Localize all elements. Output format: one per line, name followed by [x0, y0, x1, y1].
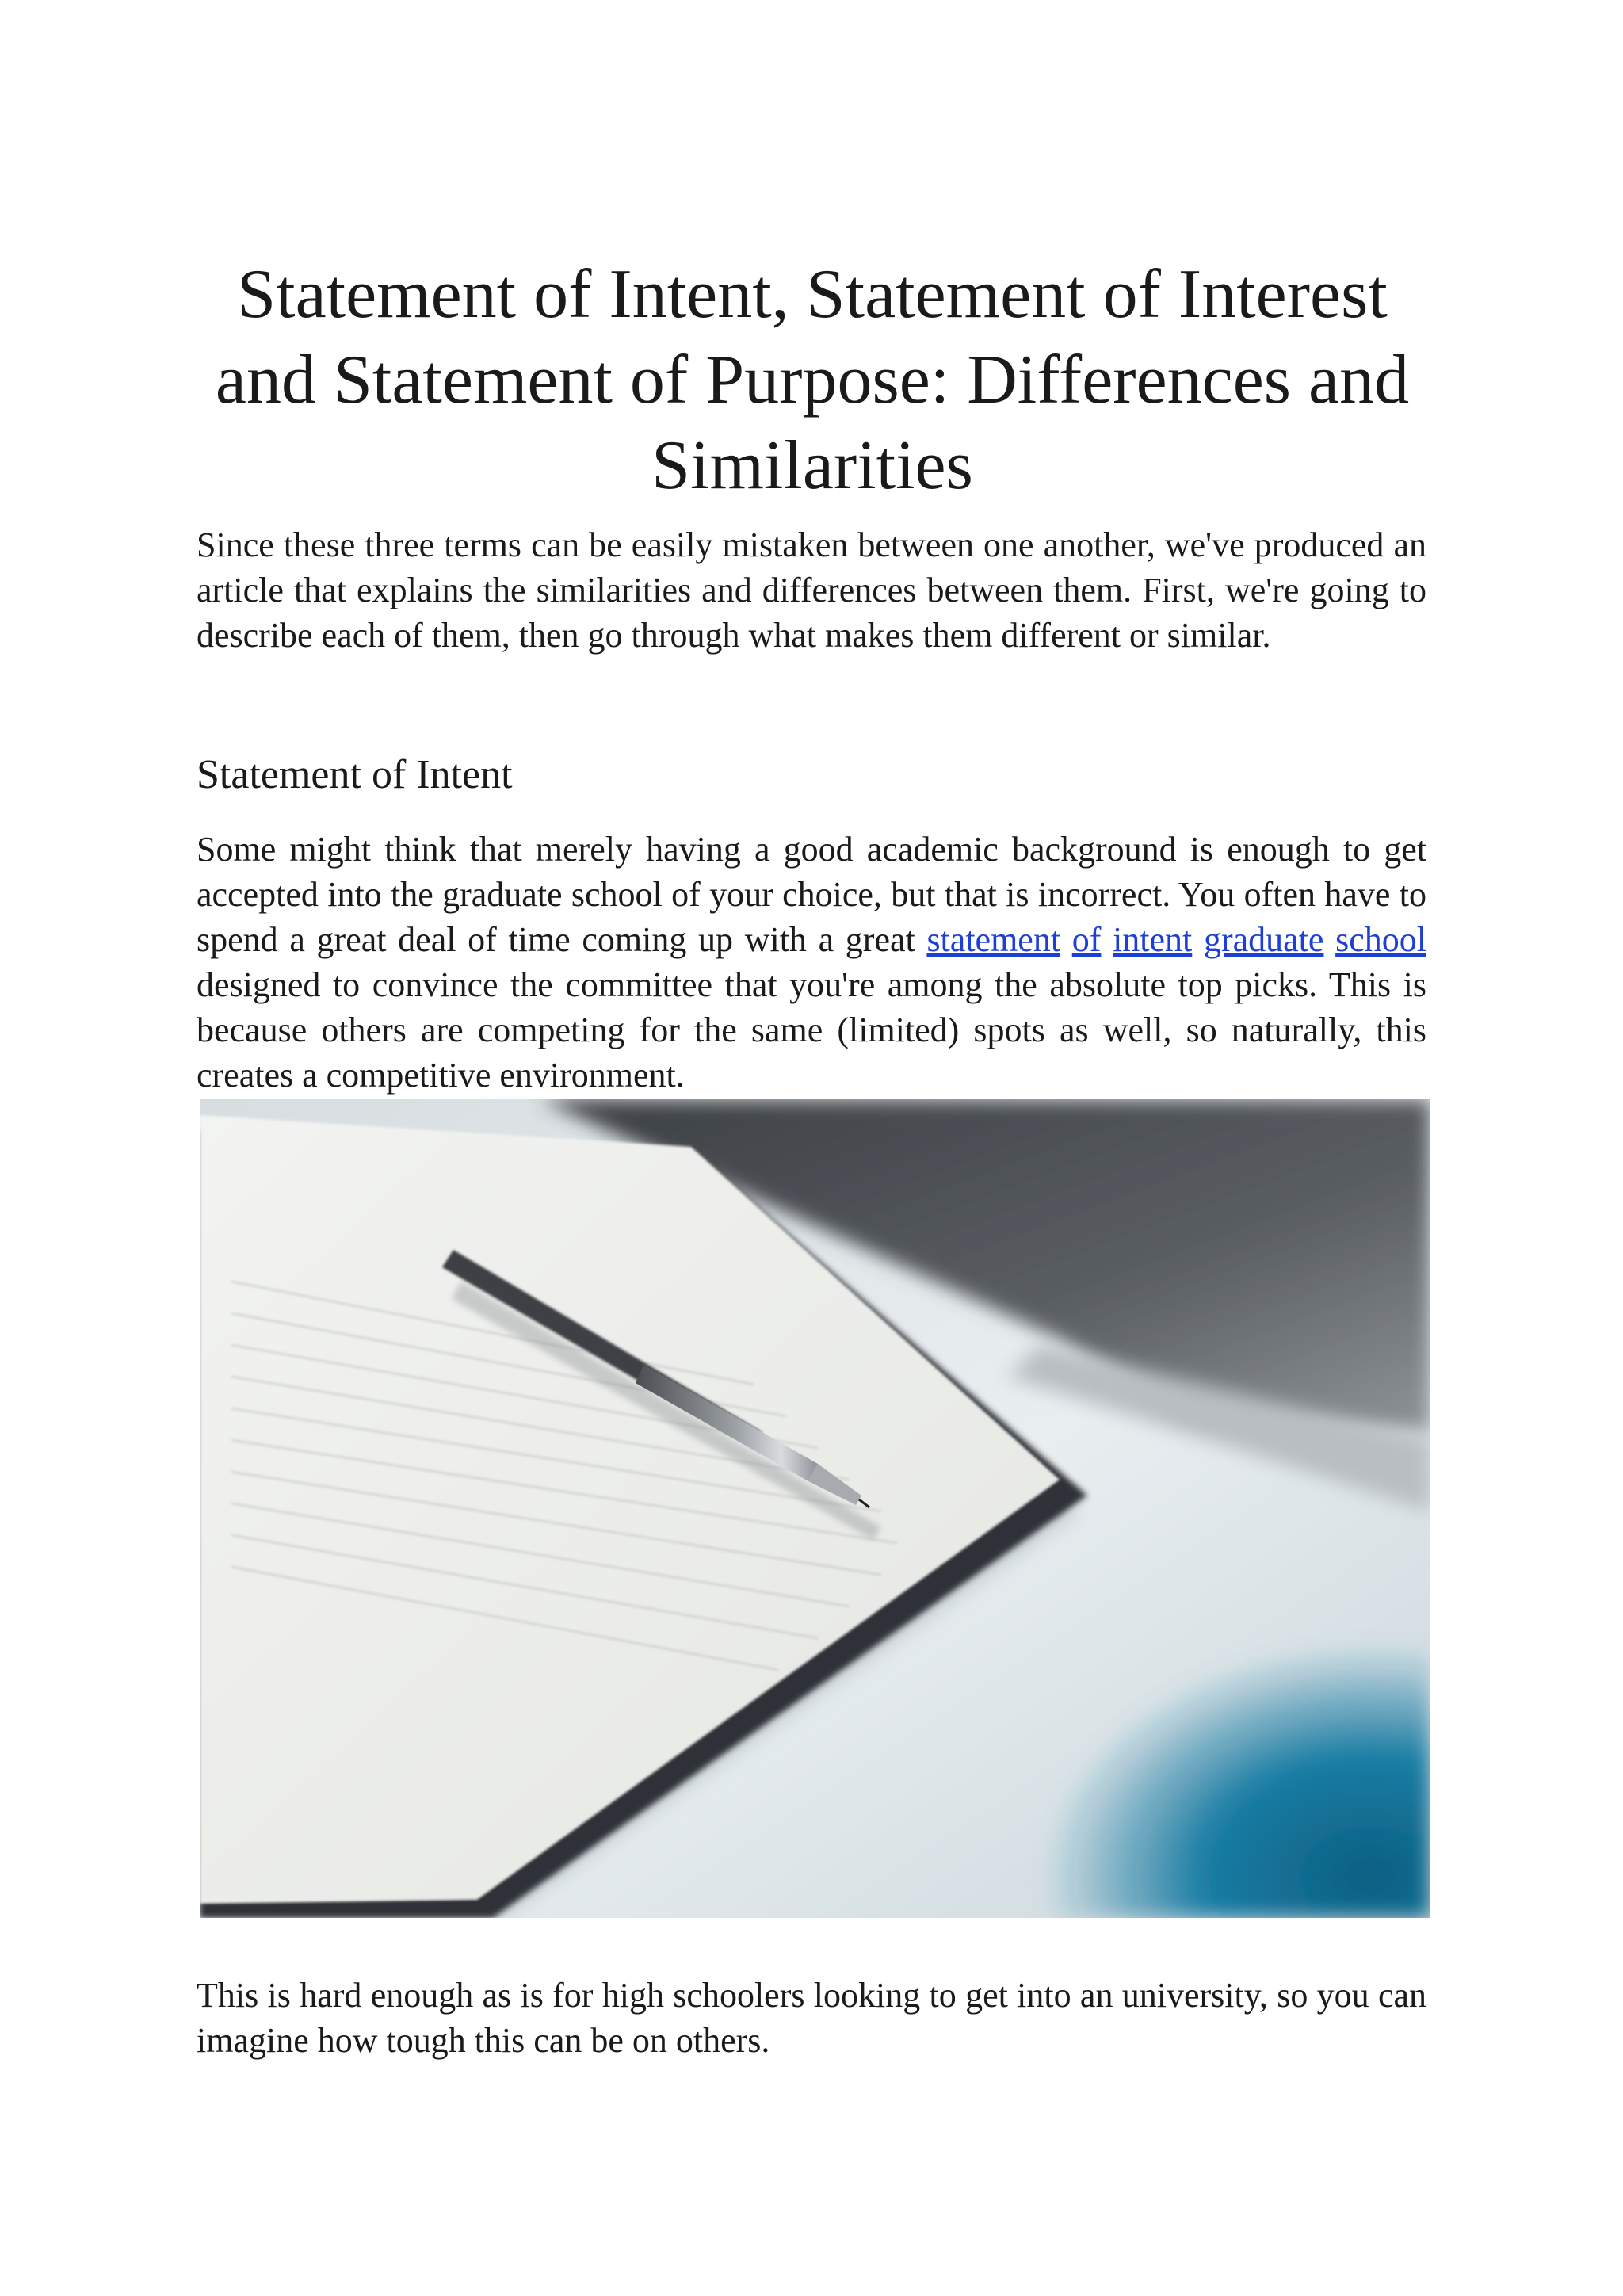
link-school[interactable]: school [1335, 920, 1427, 959]
paragraph-text-after-links: designed to convince the committee that you're among the absolute top picks. This is because others are competing for the same (limited) spots as well, so naturally, this creates a competitive environment. [197, 965, 1426, 1095]
closing-paragraph: This is hard enough as is for high schoolers looking to get into an university, so you can imagine how tough this can be on others. [197, 1976, 1426, 2060]
link-graduate[interactable]: graduate [1203, 920, 1324, 959]
photo-illustration [200, 1099, 1430, 1918]
page-title: Statement of Intent, Statement of Interest and Statement of Purpose: Differences and Similarities [215, 256, 1410, 504]
link-statement[interactable]: statement [926, 920, 1061, 959]
section-heading: Statement of Intent [197, 752, 513, 797]
notebook-pen-photo [200, 1099, 1430, 1918]
paragraph-text-before-links: Some might think that merely having a good academic background is enough to get accepted into the graduate school of your choice, but that is incorrect. You often have to spend a great deal of time coming up with a great [197, 830, 1426, 959]
statement-of-intent-paragraph [197, 827, 1426, 1098]
link-intent[interactable]: intent [1113, 920, 1193, 959]
intro-paragraph: Since these three terms can be easily mistaken between one another, we've produced an article that explains the similarities and differences between them. First, we're going to describe each of them, then go through what makes them different or similar. [197, 525, 1426, 655]
link-of[interactable]: of [1071, 920, 1102, 959]
